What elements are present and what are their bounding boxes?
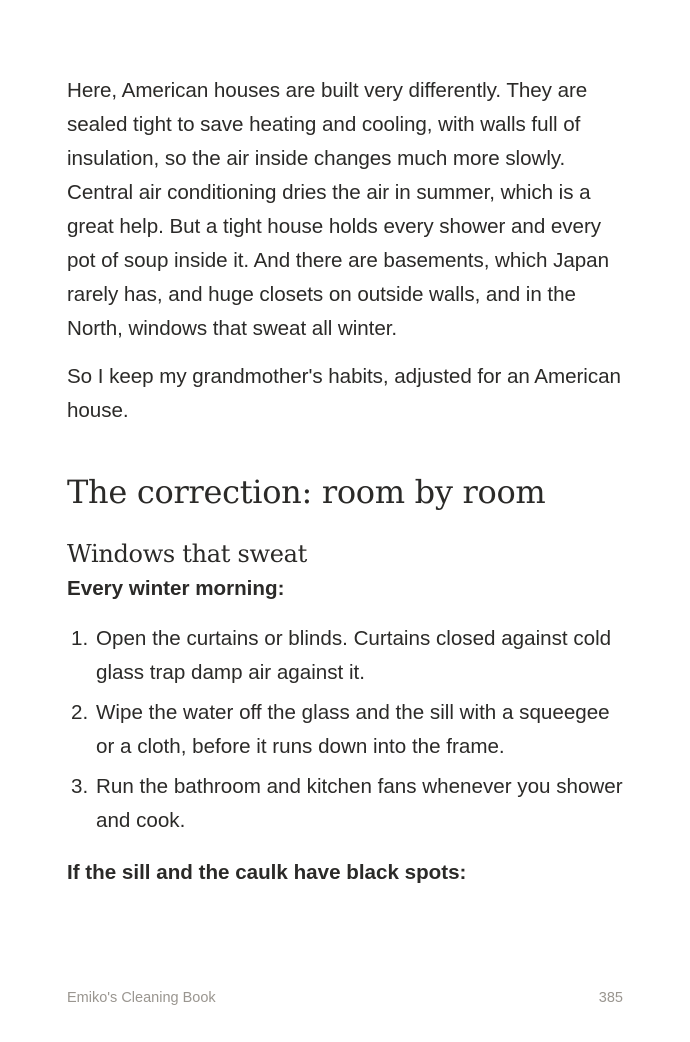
lead-in-text-2: If the sill and the caulk have black spots:	[67, 861, 467, 884]
list-item	[67, 770, 623, 838]
page-number: 385	[598, 990, 623, 1006]
steps-list	[67, 622, 623, 838]
lead-in-text: Every winter morning:	[67, 577, 285, 600]
body-paragraph: Here, American houses are built very differently. They are sealed tight to save heating and cooling, with walls full of insulation, so the air inside changes much more slowly. Central air conditioning dries the air in summer, which is a great help. But a tight house holds every shower and every pot of soup inside it. And there are basements, which Japan rarely has, and huge closets on outside walls, and in the North, windows that sweat all winter.	[67, 79, 609, 340]
list-item	[67, 696, 623, 764]
section-heading: The correction: room by room	[67, 473, 546, 511]
page-footer	[67, 990, 623, 1006]
page-content	[67, 74, 623, 888]
list-item-text: Run the bathroom and kitchen fans whenever you shower and cook.	[96, 775, 623, 832]
subsection-heading: Windows that sweat	[67, 540, 307, 568]
body-paragraph: So I keep my grandmother's habits, adjusted for an American house.	[67, 365, 621, 422]
list-item-number: 3.	[71, 775, 89, 798]
list-item-text: Wipe the water off the glass and the sill with a squeegee or a cloth, before it runs down into the frame.	[96, 701, 610, 758]
book-title: Emiko's Cleaning Book	[67, 990, 216, 1006]
list-item-text: Open the curtains or blinds. Curtains closed against cold glass trap damp air against it.	[96, 627, 612, 684]
list-item-number: 2.	[71, 701, 89, 724]
list-item	[67, 622, 623, 690]
list-item-number: 1.	[71, 627, 89, 650]
